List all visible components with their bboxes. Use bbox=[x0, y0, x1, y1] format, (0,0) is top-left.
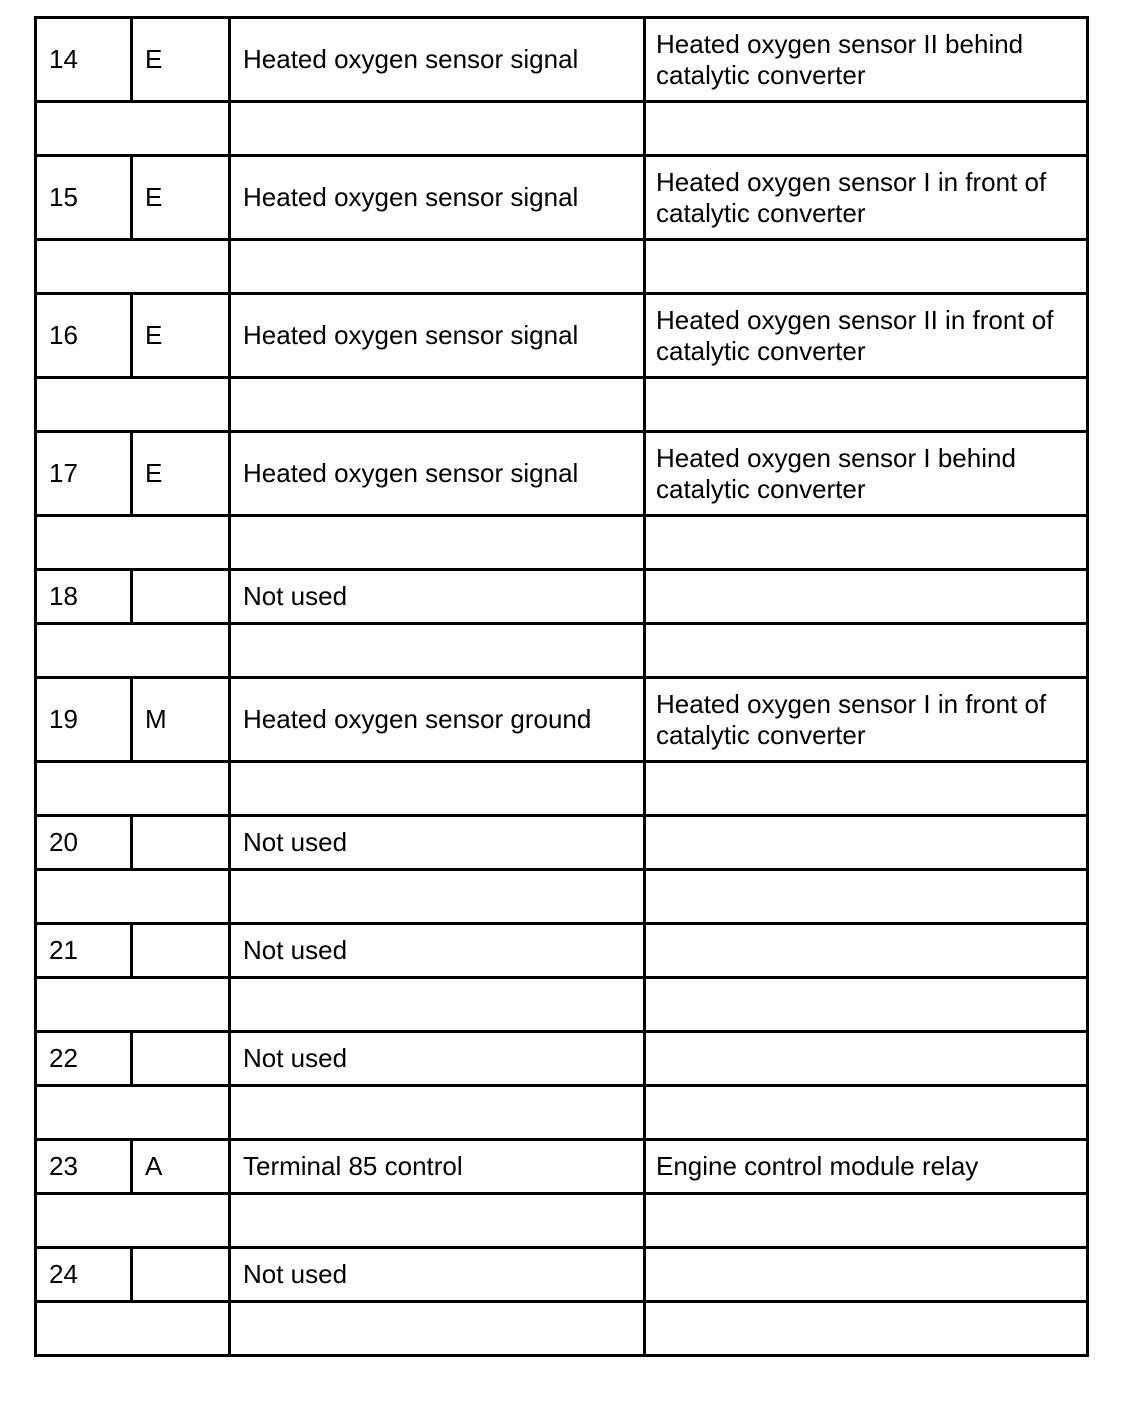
spacer-row bbox=[36, 516, 1088, 570]
signal-cell: Heated oxygen sensor ground bbox=[230, 678, 645, 762]
blank-cell bbox=[645, 1302, 1088, 1356]
table-row bbox=[36, 1032, 1088, 1086]
spacer-row bbox=[36, 762, 1088, 816]
type-cell: E bbox=[132, 156, 230, 240]
description-cell bbox=[645, 1248, 1088, 1302]
description-cell bbox=[645, 1032, 1088, 1086]
type-cell: E bbox=[132, 432, 230, 516]
blank-cell bbox=[230, 762, 645, 816]
table-row bbox=[36, 570, 1088, 624]
type-cell: E bbox=[132, 294, 230, 378]
blank-cell bbox=[230, 1086, 645, 1140]
signal-cell: Heated oxygen sensor signal bbox=[230, 18, 645, 102]
pin-number-cell: 15 bbox=[36, 156, 132, 240]
type-cell: M bbox=[132, 678, 230, 762]
blank-cell bbox=[645, 978, 1088, 1032]
blank-cell bbox=[230, 624, 645, 678]
description-cell bbox=[645, 816, 1088, 870]
blank-cell bbox=[645, 516, 1088, 570]
blank-cell bbox=[645, 870, 1088, 924]
blank-cell bbox=[230, 1194, 645, 1248]
signal-cell: Terminal 85 control bbox=[230, 1140, 645, 1194]
table-row bbox=[36, 18, 1088, 102]
pin-number-cell: 16 bbox=[36, 294, 132, 378]
pin-number-cell: 22 bbox=[36, 1032, 132, 1086]
signal-cell: Heated oxygen sensor signal bbox=[230, 156, 645, 240]
blank-cell bbox=[230, 1302, 645, 1356]
blank-cell bbox=[645, 762, 1088, 816]
type-cell bbox=[132, 570, 230, 624]
blank-cell bbox=[36, 624, 230, 678]
blank-cell bbox=[645, 1086, 1088, 1140]
blank-cell bbox=[645, 624, 1088, 678]
description-cell: Heated oxygen sensor II in front of catalytic converter bbox=[645, 294, 1088, 378]
type-cell: A bbox=[132, 1140, 230, 1194]
blank-cell bbox=[36, 240, 230, 294]
blank-cell bbox=[36, 978, 230, 1032]
blank-cell bbox=[230, 978, 645, 1032]
blank-cell bbox=[645, 378, 1088, 432]
blank-cell bbox=[230, 240, 645, 294]
type-cell bbox=[132, 924, 230, 978]
pin-number-cell: 23 bbox=[36, 1140, 132, 1194]
spacer-row bbox=[36, 624, 1088, 678]
blank-cell bbox=[36, 516, 230, 570]
pin-assignment-table bbox=[34, 16, 1089, 1357]
signal-cell: Not used bbox=[230, 570, 645, 624]
blank-cell bbox=[36, 870, 230, 924]
spacer-row bbox=[36, 978, 1088, 1032]
pin-number-cell: 21 bbox=[36, 924, 132, 978]
type-cell bbox=[132, 1032, 230, 1086]
blank-cell bbox=[36, 762, 230, 816]
type-cell bbox=[132, 1248, 230, 1302]
table-row bbox=[36, 156, 1088, 240]
spacer-row bbox=[36, 1302, 1088, 1356]
table-row bbox=[36, 816, 1088, 870]
table-row bbox=[36, 1140, 1088, 1194]
spacer-row bbox=[36, 378, 1088, 432]
table-row bbox=[36, 1248, 1088, 1302]
signal-cell: Not used bbox=[230, 924, 645, 978]
signal-cell: Heated oxygen sensor signal bbox=[230, 294, 645, 378]
pin-number-cell: 17 bbox=[36, 432, 132, 516]
blank-cell bbox=[230, 516, 645, 570]
blank-cell bbox=[36, 378, 230, 432]
table-row bbox=[36, 294, 1088, 378]
description-cell: Heated oxygen sensor I in front of catalytic converter bbox=[645, 156, 1088, 240]
pin-number-cell: 19 bbox=[36, 678, 132, 762]
description-cell: Heated oxygen sensor II behind catalytic converter bbox=[645, 18, 1088, 102]
spacer-row bbox=[36, 1086, 1088, 1140]
description-cell bbox=[645, 570, 1088, 624]
description-cell: Heated oxygen sensor I behind catalytic converter bbox=[645, 432, 1088, 516]
blank-cell bbox=[230, 378, 645, 432]
type-cell: E bbox=[132, 18, 230, 102]
type-cell bbox=[132, 816, 230, 870]
blank-cell bbox=[645, 102, 1088, 156]
table-row bbox=[36, 678, 1088, 762]
blank-cell bbox=[230, 102, 645, 156]
blank-cell bbox=[645, 1194, 1088, 1248]
description-cell: Heated oxygen sensor I in front of catalytic converter bbox=[645, 678, 1088, 762]
spacer-row bbox=[36, 870, 1088, 924]
table-body bbox=[36, 18, 1088, 1356]
blank-cell bbox=[645, 240, 1088, 294]
blank-cell bbox=[230, 870, 645, 924]
blank-cell bbox=[36, 1302, 230, 1356]
blank-cell bbox=[36, 102, 230, 156]
signal-cell: Not used bbox=[230, 816, 645, 870]
pin-number-cell: 20 bbox=[36, 816, 132, 870]
signal-cell: Not used bbox=[230, 1032, 645, 1086]
blank-cell bbox=[36, 1086, 230, 1140]
pin-number-cell: 18 bbox=[36, 570, 132, 624]
table-row bbox=[36, 924, 1088, 978]
blank-cell bbox=[36, 1194, 230, 1248]
pin-number-cell: 24 bbox=[36, 1248, 132, 1302]
spacer-row bbox=[36, 240, 1088, 294]
table-row bbox=[36, 432, 1088, 516]
pin-number-cell: 14 bbox=[36, 18, 132, 102]
description-cell: Engine control module relay bbox=[645, 1140, 1088, 1194]
spacer-row bbox=[36, 1194, 1088, 1248]
signal-cell: Heated oxygen sensor signal bbox=[230, 432, 645, 516]
signal-cell: Not used bbox=[230, 1248, 645, 1302]
spacer-row bbox=[36, 102, 1088, 156]
description-cell bbox=[645, 924, 1088, 978]
